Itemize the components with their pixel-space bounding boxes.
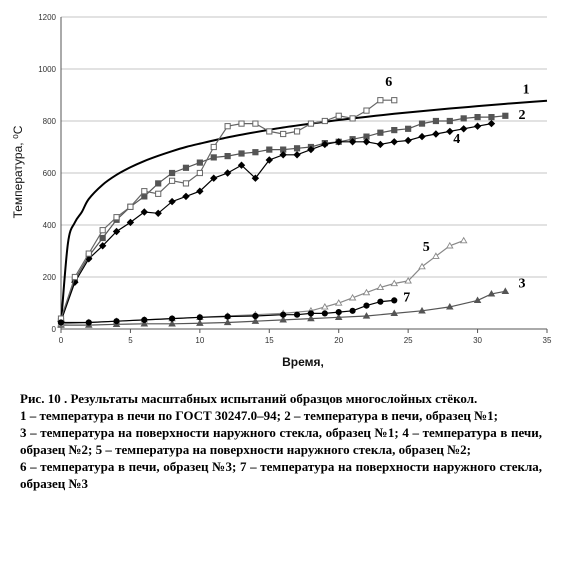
data-point: [336, 113, 341, 118]
series-label: 5: [422, 240, 430, 255]
data-point: [433, 118, 438, 123]
data-point: [225, 124, 230, 129]
data-point: [253, 121, 258, 126]
data-point: [100, 235, 105, 240]
data-point: [391, 139, 397, 145]
data-point: [294, 312, 299, 317]
data-point: [489, 115, 494, 120]
y-tick-label: 800: [42, 117, 56, 126]
data-point: [461, 116, 466, 121]
data-point: [169, 170, 174, 175]
data-point: [364, 303, 369, 308]
data-point: [461, 126, 467, 132]
caption-line: 1 – температура в печи по ГОСТ 30247.0–94; 2 – температура в печи, образец №1;: [20, 408, 498, 423]
data-point: [281, 131, 286, 136]
y-tick-label: 1200: [38, 13, 56, 22]
x-tick-label: 25: [403, 336, 413, 345]
y-tick-label: 200: [42, 273, 56, 282]
data-point: [378, 130, 383, 135]
data-point: [447, 118, 452, 123]
data-point: [253, 313, 258, 318]
data-point: [183, 181, 188, 186]
data-point: [378, 98, 383, 103]
data-point: [378, 299, 383, 304]
x-tick-label: 10: [195, 336, 205, 345]
tick-labels: [38, 13, 552, 345]
x-tick-label: 0: [58, 336, 64, 345]
data-point: [100, 228, 105, 233]
x-tick-label: 5: [128, 336, 133, 345]
data-point: [142, 189, 147, 194]
data-point: [58, 320, 63, 325]
series-line: [61, 241, 464, 324]
series-label: 3: [518, 276, 526, 292]
series-group: [58, 98, 547, 328]
data-point: [197, 170, 202, 175]
data-point: [239, 151, 244, 156]
series-label: 1: [522, 82, 530, 98]
data-point: [225, 154, 230, 159]
data-point: [156, 181, 161, 186]
data-point: [183, 165, 188, 170]
data-point: [239, 121, 244, 126]
data-point: [86, 251, 91, 256]
series-line: [61, 100, 394, 318]
series-6: [58, 98, 396, 322]
x-tick-label: 35: [542, 336, 552, 345]
data-point: [142, 194, 147, 199]
axes: [61, 17, 547, 333]
series-labels: [385, 75, 529, 306]
y-tick-label: 0: [51, 325, 56, 334]
data-point: [488, 121, 494, 127]
caption-line: Рис. 10 . Результаты масштабных испытаний образцов многослойных стёкол.: [20, 391, 478, 406]
data-point: [225, 170, 231, 176]
data-point: [475, 123, 481, 129]
series-2: [58, 113, 508, 324]
data-point: [308, 311, 313, 316]
data-point: [433, 131, 439, 137]
x-tick-label: 30: [473, 336, 483, 345]
series-1: [61, 101, 547, 324]
data-point: [211, 144, 216, 149]
series-label: 6: [385, 74, 393, 90]
gridlines: [61, 17, 547, 277]
data-point: [183, 193, 189, 199]
data-point: [294, 129, 299, 134]
series-label: 7: [403, 290, 411, 306]
data-point: [142, 317, 147, 322]
data-point: [72, 274, 77, 279]
data-point: [197, 315, 202, 320]
data-point: [364, 108, 369, 113]
data-point: [197, 160, 202, 165]
data-point: [114, 319, 119, 324]
data-point: [502, 288, 508, 293]
data-point: [503, 113, 508, 118]
series-4: [58, 121, 494, 325]
data-point: [419, 121, 424, 126]
data-point: [392, 98, 397, 103]
data-point: [336, 310, 341, 315]
data-point: [156, 191, 161, 196]
x-tick-label: 20: [334, 336, 344, 345]
data-point: [128, 204, 133, 209]
caption-line: 6 – температура в печи, образец №3; 7 – температура на поверхности наружного стекла, образец №3: [20, 459, 542, 491]
data-point: [392, 128, 397, 133]
data-point: [405, 138, 411, 144]
y-tick-label: 600: [42, 169, 56, 178]
data-point: [86, 320, 91, 325]
caption-line: 3 – температура на поверхности наружного стекла, образец №1; 4 – температура в печи, образец №2; 5 – температура на поверхности наружного стекла, образец №2;: [20, 425, 542, 457]
x-tick-label: 15: [264, 336, 274, 345]
data-point: [294, 152, 300, 158]
data-point: [114, 215, 119, 220]
data-point: [447, 128, 453, 134]
data-point: [267, 129, 272, 134]
data-point: [419, 134, 425, 140]
data-point: [350, 116, 355, 121]
data-point: [253, 150, 258, 155]
series-line: [61, 101, 547, 324]
data-point: [211, 155, 216, 160]
series-line: [61, 124, 491, 322]
data-point: [267, 147, 272, 152]
data-point: [475, 115, 480, 120]
data-point: [377, 141, 383, 147]
data-point: [406, 126, 411, 131]
data-point: [322, 311, 327, 316]
series-label: 4: [453, 132, 461, 148]
y-axis-label: Температура, ⁰С: [11, 125, 25, 219]
figure-caption: [20, 390, 542, 492]
data-point: [225, 314, 230, 319]
data-point: [322, 118, 327, 123]
data-point: [350, 308, 355, 313]
data-point: [308, 121, 313, 126]
data-point: [281, 312, 286, 317]
data-point: [294, 146, 299, 151]
data-point: [169, 178, 174, 183]
x-axis-label: Время,: [282, 355, 324, 369]
y-tick-label: 1000: [38, 65, 56, 74]
data-point: [169, 316, 174, 321]
series-3: [58, 288, 508, 327]
y-tick-label: 400: [42, 221, 56, 230]
data-point: [392, 298, 397, 303]
data-point: [461, 238, 467, 243]
series-label: 2: [518, 107, 526, 123]
